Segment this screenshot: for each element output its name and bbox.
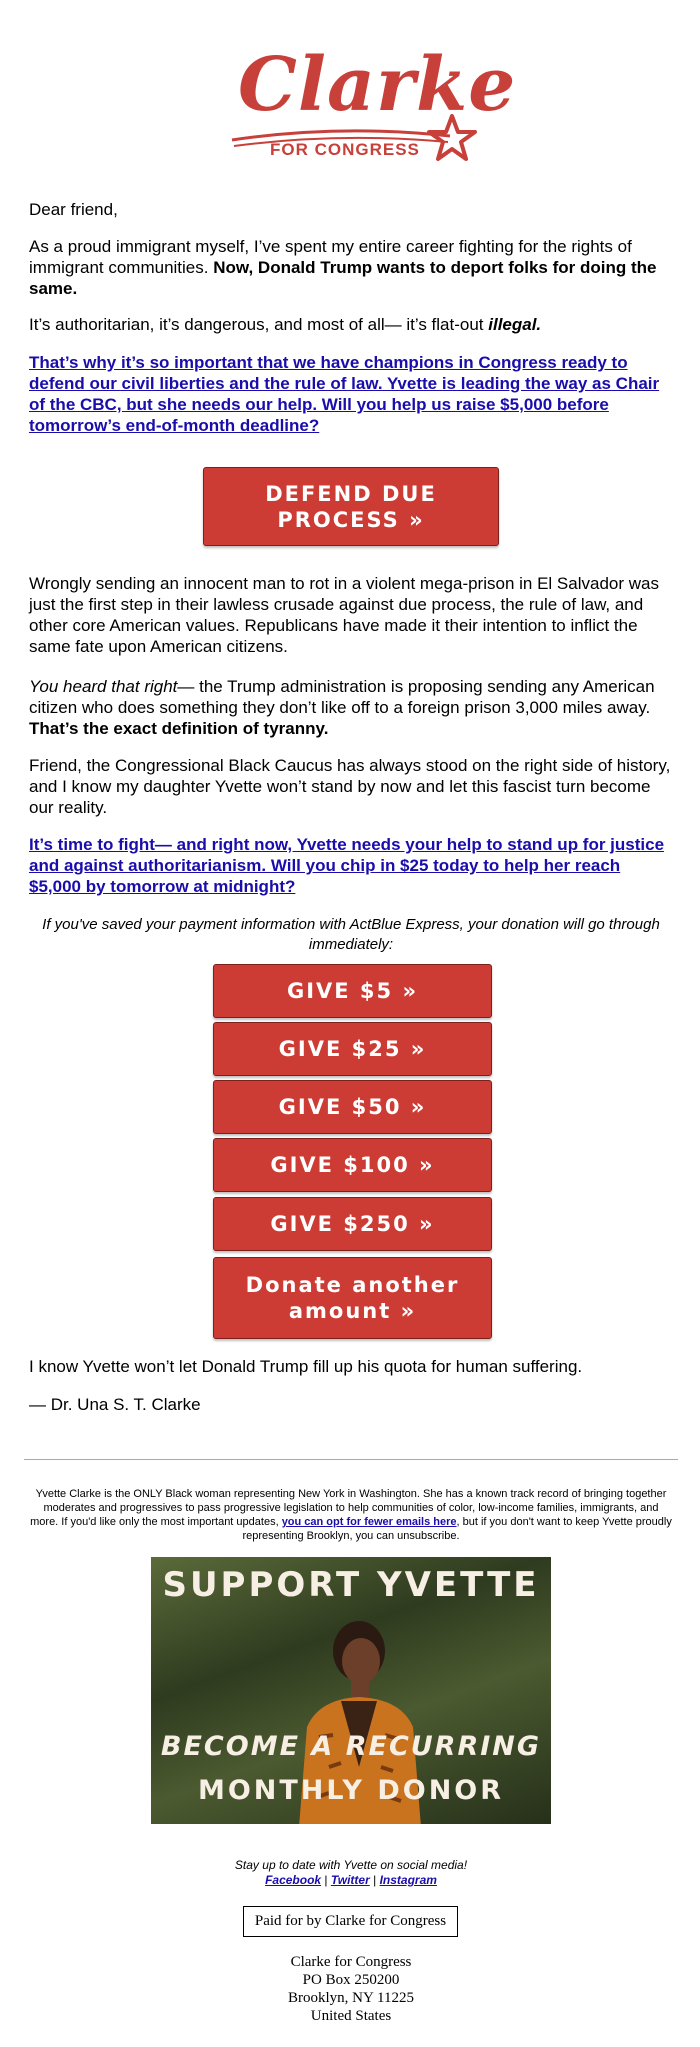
- banner-line-2: MONTHLY DONOR: [197, 1775, 505, 1806]
- about-text: Yvette Clarke is the ONLY Black woman representing New York in Washington. She has a known track record of bringing together moderates and progressives to pass progressive legislation to help communities of color, low-income families, immigrants, and more. If you'd like only the most important updates,: [30, 1488, 667, 1528]
- p5-text: Friend, the Congressional Black Caucus has always stood on the right side of history, and I know my daughter Yvette won’t stand by now and let this fascist turn become our reality.: [29, 756, 671, 817]
- give-25-button[interactable]: GIVE $25 »: [213, 1022, 492, 1076]
- address-line: United States: [310, 2008, 392, 2024]
- paragraph-2: [29, 314, 673, 335]
- signature-text: — Dr. Una S. T. Clarke: [29, 1395, 201, 1414]
- closing-text: I know Yvette won’t let Donald Trump fill up his quota for human suffering.: [29, 1357, 583, 1376]
- paragraph-4: [29, 676, 673, 739]
- facebook-link[interactable]: Facebook: [265, 1873, 322, 1887]
- signature: [29, 1394, 673, 1415]
- twitter-link[interactable]: Twitter: [330, 1873, 370, 1887]
- greeting: [29, 199, 673, 220]
- paragraph-5: [29, 755, 673, 818]
- mailing-address: [29, 1953, 673, 2025]
- donate-link-2[interactable]: It’s time to fight— and right now, Yvette needs your help to stand up for justice and against authoritarianism. Will you chip in $25 today to help her reach $5,000 by tomorrow at midnight?: [29, 835, 665, 896]
- give-5-button[interactable]: GIVE $5 »: [213, 964, 492, 1018]
- footer-divider: [24, 1459, 678, 1460]
- p3-text: Wrongly sending an innocent man to rot in a violent mega-prison in El Salvador was just the first step in their lawless crusade against due process, the rule of law, and other core American values. Republicans have made it their intention to inflict the same fate upon American citizens.: [29, 574, 659, 656]
- p2-bold-italic: illegal.: [488, 315, 542, 334]
- clarke-logo: [230, 40, 517, 170]
- recurring-donor-banner[interactable]: [151, 1557, 551, 1824]
- give-100-button[interactable]: GIVE $100 »: [213, 1138, 492, 1192]
- social-links: [29, 1873, 673, 1888]
- paragraph-link-1: [29, 352, 673, 436]
- actblue-express-note: If you've saved your payment information with ActBlue Express, your donation will go through immediately:: [42, 916, 660, 953]
- greeting-text: Dear friend,: [29, 200, 118, 219]
- give-50-button[interactable]: GIVE $50 »: [213, 1080, 492, 1134]
- social-separator: |: [321, 1873, 331, 1887]
- banner-line-1: BECOME A RECURRING: [160, 1731, 542, 1762]
- give-250-button[interactable]: GIVE $250 »: [213, 1197, 492, 1251]
- logo-tagline: FOR CONGRESS: [270, 140, 420, 159]
- paragraph-link-2: [29, 834, 673, 897]
- defend-due-process-button[interactable]: DEFEND DUE PROCESS »: [203, 467, 499, 546]
- logo-name: Clarke: [238, 42, 517, 128]
- paid-for-disclaimer: Paid for by Clarke for Congress: [243, 1906, 458, 1937]
- social-section: [29, 1858, 673, 1888]
- p1-bold: Now, Donald Trump wants to deport folks for doing the same.: [29, 258, 657, 298]
- p1-text: As a proud immigrant myself, I’ve spent my entire career fighting for the rights of immigrant communities.: [29, 237, 632, 277]
- paragraph-1: [29, 236, 673, 299]
- fewer-emails-link[interactable]: you can opt for fewer emails here: [281, 1516, 457, 1528]
- social-lead: Stay up to date with Yvette on social media!: [234, 1858, 468, 1872]
- footer-about: [29, 1487, 673, 1543]
- address-line: PO Box 250200: [302, 1972, 400, 1988]
- p4-bold: That’s the exact definition of tyranny.: [29, 719, 329, 738]
- p2-text: It’s authoritarian, it’s dangerous, and most of all— it’s flat-out: [29, 315, 489, 334]
- instagram-link[interactable]: Instagram: [379, 1873, 437, 1887]
- donate-another-amount-button[interactable]: Donate another amount »: [213, 1257, 492, 1339]
- social-separator: |: [369, 1873, 380, 1887]
- address-line: Brooklyn, NY 11225: [288, 1990, 414, 2006]
- star-icon: [426, 112, 478, 164]
- p4-text: — the Trump administration is proposing sending any American citizen who does something they don’t like off to a foreign prison 3,000 miles away.: [29, 677, 655, 717]
- closing: [29, 1356, 673, 1377]
- about-text-end: , but if you don't want to keep Yvette proudly representing Brooklyn, you can unsubscribe.: [242, 1516, 672, 1542]
- donate-link-1[interactable]: That’s why it’s so important that we have champions in Congress ready to defend our civil liberties and the rule of law. Yvette is leading the way as Chair of the CBC, but she needs our help. Will you help us raise $5,000 before tomorrow’s end-of-month deadline?: [29, 353, 660, 435]
- banner-title: SUPPORT YVETTE: [162, 1565, 540, 1605]
- address-line: Clarke for Congress: [290, 1954, 412, 1970]
- paragraph-3: [29, 573, 673, 657]
- p4-italic: You heard that right: [29, 677, 178, 696]
